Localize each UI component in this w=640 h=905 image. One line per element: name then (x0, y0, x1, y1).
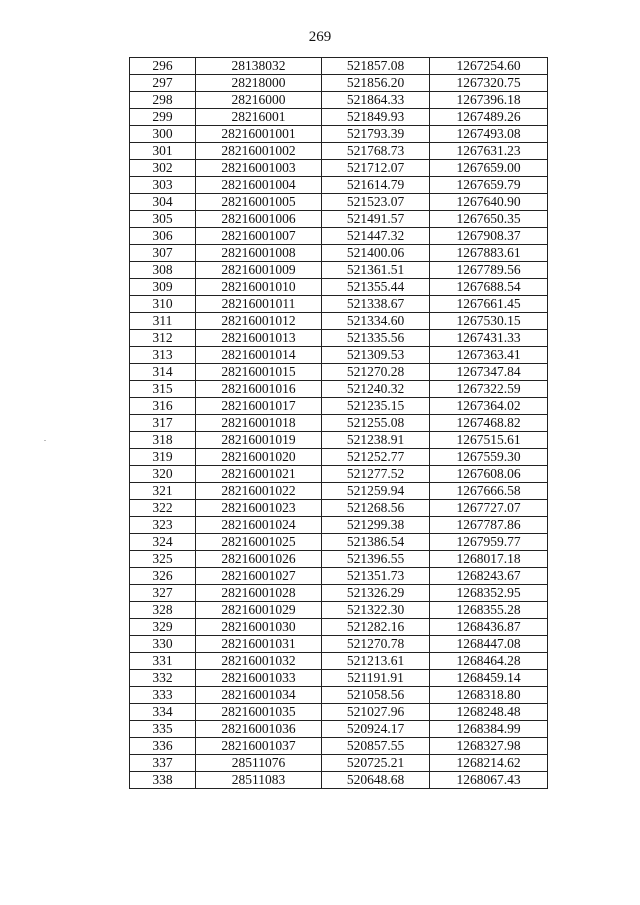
y-coordinate-cell: 1268352.95 (430, 585, 548, 602)
point-id-cell: 28216001012 (196, 313, 322, 330)
y-coordinate-cell: 1268017.18 (430, 551, 548, 568)
x-coordinate-cell: 521277.52 (322, 466, 430, 483)
table-row (130, 143, 548, 160)
table-row (130, 483, 548, 500)
table-row (130, 398, 548, 415)
point-id-cell: 28216001005 (196, 194, 322, 211)
row-number-cell: 331 (130, 653, 196, 670)
x-coordinate-cell: 521361.51 (322, 262, 430, 279)
row-number-cell: 316 (130, 398, 196, 415)
table-row (130, 109, 548, 126)
point-id-cell: 28216001014 (196, 347, 322, 364)
x-coordinate-cell: 520725.21 (322, 755, 430, 772)
x-coordinate-cell: 521351.73 (322, 568, 430, 585)
x-coordinate-cell: 521335.56 (322, 330, 430, 347)
table-row (130, 755, 548, 772)
x-coordinate-cell: 521259.94 (322, 483, 430, 500)
row-number-cell: 304 (130, 194, 196, 211)
row-number-cell: 318 (130, 432, 196, 449)
table-row (130, 449, 548, 466)
table-row (130, 92, 548, 109)
row-number-cell: 308 (130, 262, 196, 279)
y-coordinate-cell: 1267489.26 (430, 109, 548, 126)
page-number: 269 (308, 29, 332, 45)
table-row (130, 704, 548, 721)
row-number-cell: 317 (130, 415, 196, 432)
row-number-cell: 296 (130, 58, 196, 75)
x-coordinate-cell: 521856.20 (322, 75, 430, 92)
x-coordinate-cell: 521338.67 (322, 296, 430, 313)
y-coordinate-cell: 1267363.41 (430, 347, 548, 364)
y-coordinate-cell: 1268384.99 (430, 721, 548, 738)
y-coordinate-cell: 1267727.07 (430, 500, 548, 517)
table-row (130, 653, 548, 670)
y-coordinate-cell: 1267661.45 (430, 296, 548, 313)
y-coordinate-cell: 1268243.67 (430, 568, 548, 585)
point-id-cell: 28216001013 (196, 330, 322, 347)
table-row (130, 177, 548, 194)
table-row (130, 262, 548, 279)
point-id-cell: 28216001009 (196, 262, 322, 279)
y-coordinate-cell: 1267787.86 (430, 517, 548, 534)
x-coordinate-cell: 521614.79 (322, 177, 430, 194)
row-number-cell: 305 (130, 211, 196, 228)
x-coordinate-cell: 521252.77 (322, 449, 430, 466)
point-id-cell: 28216001025 (196, 534, 322, 551)
row-number-cell: 335 (130, 721, 196, 738)
table-row (130, 772, 548, 789)
row-number-cell: 313 (130, 347, 196, 364)
table-row (130, 330, 548, 347)
y-coordinate-cell: 1267666.58 (430, 483, 548, 500)
row-number-cell: 307 (130, 245, 196, 262)
x-coordinate-cell: 521322.30 (322, 602, 430, 619)
table-row (130, 500, 548, 517)
point-id-cell: 28216001019 (196, 432, 322, 449)
x-coordinate-cell: 521240.32 (322, 381, 430, 398)
row-number-cell: 310 (130, 296, 196, 313)
row-number-cell: 334 (130, 704, 196, 721)
point-id-cell: 28216001034 (196, 687, 322, 704)
point-id-cell: 28216001029 (196, 602, 322, 619)
x-coordinate-cell: 521270.78 (322, 636, 430, 653)
y-coordinate-cell: 1267650.35 (430, 211, 548, 228)
point-id-cell: 28216001035 (196, 704, 322, 721)
y-coordinate-cell: 1268214.62 (430, 755, 548, 772)
row-number-cell: 315 (130, 381, 196, 398)
point-id-cell: 28216001030 (196, 619, 322, 636)
row-number-cell: 322 (130, 500, 196, 517)
table-row (130, 687, 548, 704)
row-number-cell: 324 (130, 534, 196, 551)
x-coordinate-cell: 521270.28 (322, 364, 430, 381)
row-number-cell: 306 (130, 228, 196, 245)
y-coordinate-cell: 1267322.59 (430, 381, 548, 398)
row-number-cell: 301 (130, 143, 196, 160)
point-id-cell: 28216000 (196, 92, 322, 109)
table-row (130, 245, 548, 262)
y-coordinate-cell: 1268447.08 (430, 636, 548, 653)
row-number-cell: 299 (130, 109, 196, 126)
x-coordinate-cell: 521857.08 (322, 58, 430, 75)
table-row (130, 670, 548, 687)
y-coordinate-cell: 1267608.06 (430, 466, 548, 483)
point-id-cell: 28216001021 (196, 466, 322, 483)
y-coordinate-cell: 1267640.90 (430, 194, 548, 211)
x-coordinate-cell: 521282.16 (322, 619, 430, 636)
point-id-cell: 28216001020 (196, 449, 322, 466)
table-row (130, 126, 548, 143)
y-coordinate-cell: 1267659.00 (430, 160, 548, 177)
y-coordinate-cell: 1267364.02 (430, 398, 548, 415)
point-id-cell: 28216001008 (196, 245, 322, 262)
y-coordinate-cell: 1267347.84 (430, 364, 548, 381)
y-coordinate-cell: 1267659.79 (430, 177, 548, 194)
row-number-cell: 336 (130, 738, 196, 755)
row-number-cell: 327 (130, 585, 196, 602)
x-coordinate-cell: 521355.44 (322, 279, 430, 296)
row-number-cell: 303 (130, 177, 196, 194)
table-row (130, 568, 548, 585)
point-id-cell: 28216001033 (196, 670, 322, 687)
y-coordinate-cell: 1267493.08 (430, 126, 548, 143)
point-id-cell: 28216001004 (196, 177, 322, 194)
table-row (130, 721, 548, 738)
point-id-cell: 28216001007 (196, 228, 322, 245)
table-row (130, 738, 548, 755)
table-row (130, 551, 548, 568)
coordinates-table-body (130, 58, 548, 789)
point-id-cell: 28218000 (196, 75, 322, 92)
point-id-cell: 28216001006 (196, 211, 322, 228)
y-coordinate-cell: 1268327.98 (430, 738, 548, 755)
x-coordinate-cell: 521793.39 (322, 126, 430, 143)
y-coordinate-cell: 1267688.54 (430, 279, 548, 296)
table-row (130, 602, 548, 619)
row-number-cell: 329 (130, 619, 196, 636)
x-coordinate-cell: 521213.61 (322, 653, 430, 670)
row-number-cell: 314 (130, 364, 196, 381)
y-coordinate-cell: 1267396.18 (430, 92, 548, 109)
row-number-cell: 300 (130, 126, 196, 143)
y-coordinate-cell: 1267320.75 (430, 75, 548, 92)
point-id-cell: 28216001036 (196, 721, 322, 738)
y-coordinate-cell: 1268318.80 (430, 687, 548, 704)
x-coordinate-cell: 521447.32 (322, 228, 430, 245)
point-id-cell: 28138032 (196, 58, 322, 75)
row-number-cell: 297 (130, 75, 196, 92)
point-id-cell: 28216001037 (196, 738, 322, 755)
x-coordinate-cell: 521268.56 (322, 500, 430, 517)
row-number-cell: 319 (130, 449, 196, 466)
y-coordinate-cell: 1267530.15 (430, 313, 548, 330)
point-id-cell: 28216001003 (196, 160, 322, 177)
x-coordinate-cell: 521299.38 (322, 517, 430, 534)
point-id-cell: 28511076 (196, 755, 322, 772)
table-row (130, 194, 548, 211)
row-number-cell: 337 (130, 755, 196, 772)
y-coordinate-cell: 1267883.61 (430, 245, 548, 262)
point-id-cell: 28216001024 (196, 517, 322, 534)
point-id-cell: 28216001018 (196, 415, 322, 432)
x-coordinate-cell: 521400.06 (322, 245, 430, 262)
row-number-cell: 321 (130, 483, 196, 500)
x-coordinate-cell: 521523.07 (322, 194, 430, 211)
y-coordinate-cell: 1268464.28 (430, 653, 548, 670)
point-id-cell: 28216001015 (196, 364, 322, 381)
table-row (130, 619, 548, 636)
row-number-cell: 330 (130, 636, 196, 653)
point-id-cell: 28216001002 (196, 143, 322, 160)
row-number-cell: 332 (130, 670, 196, 687)
x-coordinate-cell: 520648.68 (322, 772, 430, 789)
x-coordinate-cell: 521309.53 (322, 347, 430, 364)
y-coordinate-cell: 1267254.60 (430, 58, 548, 75)
table-row (130, 58, 548, 75)
y-coordinate-cell: 1267515.61 (430, 432, 548, 449)
point-id-cell: 28216001026 (196, 551, 322, 568)
y-coordinate-cell: 1267959.77 (430, 534, 548, 551)
table-row (130, 415, 548, 432)
x-coordinate-cell: 521235.15 (322, 398, 430, 415)
row-number-cell: 338 (130, 772, 196, 789)
x-coordinate-cell: 520857.55 (322, 738, 430, 755)
table-row (130, 585, 548, 602)
point-id-cell: 28511083 (196, 772, 322, 789)
y-coordinate-cell: 1267908.37 (430, 228, 548, 245)
row-number-cell: 309 (130, 279, 196, 296)
row-number-cell: 326 (130, 568, 196, 585)
x-coordinate-cell: 521768.73 (322, 143, 430, 160)
y-coordinate-cell: 1267631.23 (430, 143, 548, 160)
x-coordinate-cell: 521712.07 (322, 160, 430, 177)
point-id-cell: 28216001023 (196, 500, 322, 517)
point-id-cell: 28216001022 (196, 483, 322, 500)
y-coordinate-cell: 1268248.48 (430, 704, 548, 721)
table-row (130, 364, 548, 381)
y-coordinate-cell: 1267789.56 (430, 262, 548, 279)
y-coordinate-cell: 1267431.33 (430, 330, 548, 347)
x-coordinate-cell: 520924.17 (322, 721, 430, 738)
table-row (130, 381, 548, 398)
point-id-cell: 28216001027 (196, 568, 322, 585)
point-id-cell: 28216001010 (196, 279, 322, 296)
x-coordinate-cell: 521027.96 (322, 704, 430, 721)
point-id-cell: 28216001 (196, 109, 322, 126)
coordinates-table (129, 57, 548, 789)
row-number-cell: 302 (130, 160, 196, 177)
x-coordinate-cell: 521396.55 (322, 551, 430, 568)
point-id-cell: 28216001017 (196, 398, 322, 415)
table-row (130, 313, 548, 330)
table-row (130, 75, 548, 92)
row-number-cell: 328 (130, 602, 196, 619)
row-number-cell: 333 (130, 687, 196, 704)
x-coordinate-cell: 521334.60 (322, 313, 430, 330)
row-number-cell: 311 (130, 313, 196, 330)
table-row (130, 636, 548, 653)
point-id-cell: 28216001016 (196, 381, 322, 398)
y-coordinate-cell: 1268459.14 (430, 670, 548, 687)
x-coordinate-cell: 521058.56 (322, 687, 430, 704)
row-number-cell: 325 (130, 551, 196, 568)
row-number-cell: 312 (130, 330, 196, 347)
x-coordinate-cell: 521849.93 (322, 109, 430, 126)
point-id-cell: 28216001028 (196, 585, 322, 602)
point-id-cell: 28216001001 (196, 126, 322, 143)
row-number-cell: 323 (130, 517, 196, 534)
x-coordinate-cell: 521255.08 (322, 415, 430, 432)
x-coordinate-cell: 521386.54 (322, 534, 430, 551)
table-row (130, 534, 548, 551)
x-coordinate-cell: 521491.57 (322, 211, 430, 228)
table-row (130, 466, 548, 483)
x-coordinate-cell: 521326.29 (322, 585, 430, 602)
row-number-cell: 320 (130, 466, 196, 483)
table-row (130, 347, 548, 364)
y-coordinate-cell: 1268355.28 (430, 602, 548, 619)
y-coordinate-cell: 1267468.82 (430, 415, 548, 432)
table-row (130, 228, 548, 245)
point-id-cell: 28216001032 (196, 653, 322, 670)
point-id-cell: 28216001031 (196, 636, 322, 653)
scan-speck (44, 440, 46, 441)
point-id-cell: 28216001011 (196, 296, 322, 313)
y-coordinate-cell: 1268067.43 (430, 772, 548, 789)
table-row (130, 517, 548, 534)
table-row (130, 279, 548, 296)
y-coordinate-cell: 1268436.87 (430, 619, 548, 636)
x-coordinate-cell: 521191.91 (322, 670, 430, 687)
table-row (130, 211, 548, 228)
x-coordinate-cell: 521238.91 (322, 432, 430, 449)
x-coordinate-cell: 521864.33 (322, 92, 430, 109)
row-number-cell: 298 (130, 92, 196, 109)
y-coordinate-cell: 1267559.30 (430, 449, 548, 466)
table-row (130, 432, 548, 449)
table-row (130, 160, 548, 177)
table-row (130, 296, 548, 313)
